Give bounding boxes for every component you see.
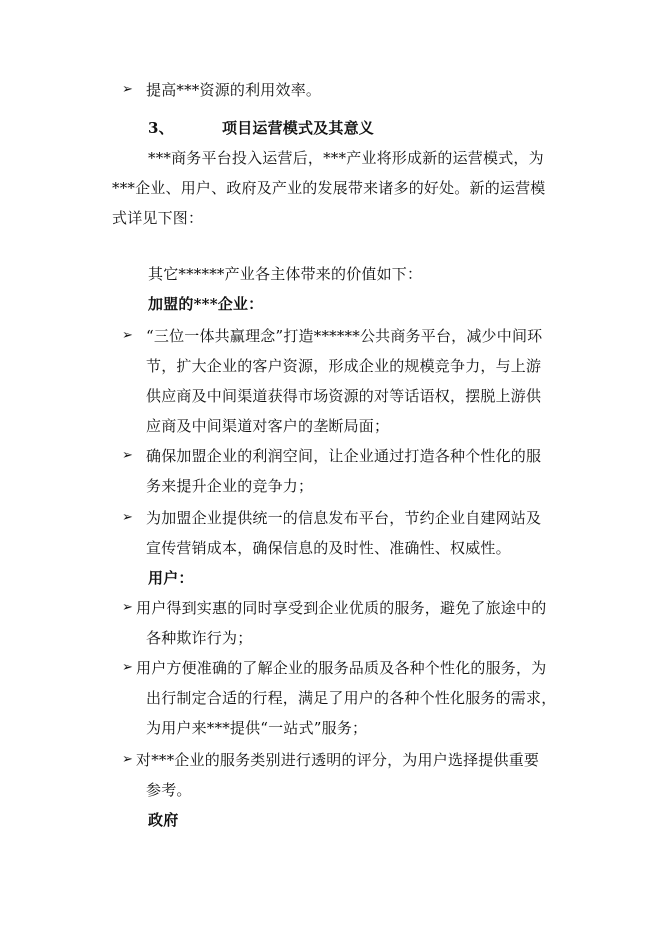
bullet-arrow-icon: ➢ bbox=[122, 82, 133, 97]
section-number: 3、 bbox=[148, 119, 174, 137]
bullet-arrow-icon: ➢ bbox=[122, 660, 133, 675]
enterprises-heading: 加盟的***企业： bbox=[148, 295, 264, 313]
enterprise-item-line: 务来提升企业的竞争力； bbox=[146, 477, 314, 495]
enterprise-item-line: 节，扩大企业的客户资源，形成企业的规模竞争力，与上游 bbox=[146, 357, 542, 375]
enterprise-item-line: 应商及中间渠道对客户的垄断局面； bbox=[146, 417, 390, 435]
bullet-arrow-icon: ➢ bbox=[122, 600, 133, 615]
enterprise-item-line: “三位一体共赢理念”打造******公共商务平台，减少中间环 bbox=[146, 327, 543, 345]
paragraph-line: 式详见下图： bbox=[112, 209, 204, 227]
value-intro: 其它******产业各主体带来的价值如下： bbox=[148, 265, 423, 283]
user-item-line: 用户得到实惠的同时享受到企业优质的服务，避免了旅途中的 bbox=[136, 599, 547, 617]
users-heading: 用户： bbox=[148, 569, 194, 587]
enterprise-item-line: 宣传营销成本，确保信息的及时性、准确性、权威性。 bbox=[146, 539, 511, 557]
paragraph-line: ***商务平台投入运营后，***产业将形成新的运营模式，为 bbox=[148, 149, 544, 167]
enterprise-item-line: 为加盟企业提供统一的信息发布平台，节约企业自建网站及 bbox=[146, 509, 542, 527]
bullet-arrow-icon: ➢ bbox=[122, 510, 133, 525]
government-heading: 政府 bbox=[148, 811, 179, 829]
bullet-arrow-icon: ➢ bbox=[122, 448, 133, 463]
bullet-arrow-icon: ➢ bbox=[122, 752, 133, 767]
user-item-line: 出行制定合适的行程，满足了用户的各种个性化服务的需求， bbox=[146, 689, 557, 707]
section-title: 项目运营模式及其意义 bbox=[222, 119, 375, 137]
user-item-line: 用户方便准确的了解企业的服务品质及各种个性化的服务，为 bbox=[136, 659, 547, 677]
bullet-arrow-icon: ➢ bbox=[122, 328, 133, 343]
user-item-line: 对***企业的服务类别进行透明的评分，为用户选择提供重要 bbox=[136, 751, 540, 769]
user-item-line: 参考。 bbox=[146, 781, 192, 799]
paragraph-line: ***企业、用户、政府及产业的发展带来诸多的好处。新的运营模 bbox=[112, 179, 546, 197]
user-item-line: 各种欺诈行为； bbox=[146, 629, 253, 647]
enterprise-item-line: 供应商及中间渠道获得市场资源的对等话语权，摆脱上游供 bbox=[146, 387, 542, 405]
user-item-line: 为用户来***提供“一站式”服务； bbox=[146, 719, 368, 737]
enterprise-item-line: 确保加盟企业的利润空间，让企业通过打造各种个性化的服 bbox=[146, 447, 542, 465]
intro-bullet-text: 提高***资源的利用效率。 bbox=[146, 81, 322, 99]
